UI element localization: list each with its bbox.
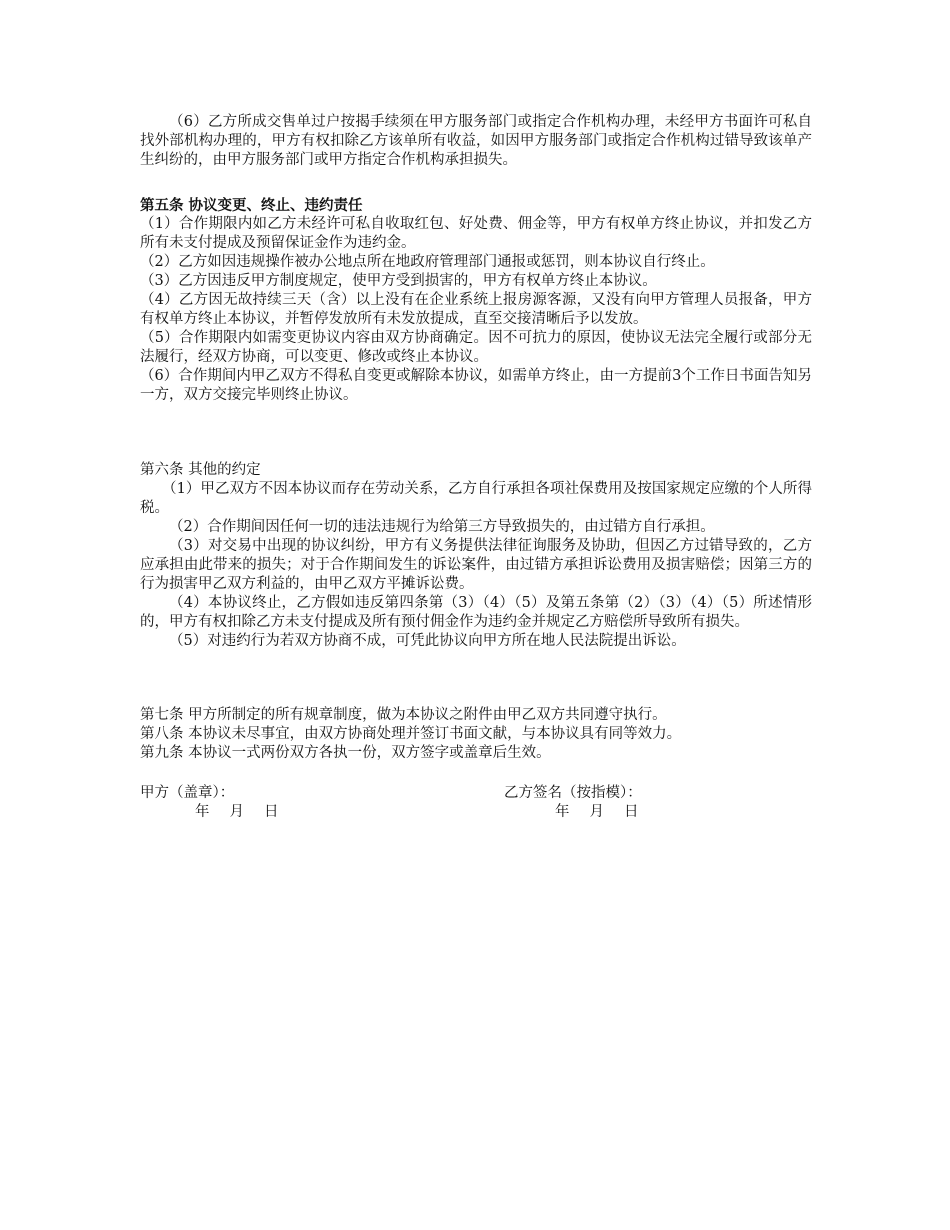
clause5-item-1: （1）合作期限内如乙方未经许可私自收取红包、好处费、佣金等，甲方有权单方终止协议，并扣发乙方所有未支付提成及预留保证金作为违约金。 (140, 216, 812, 251)
party-b-day: 日 (624, 804, 639, 820)
party-a-day: 日 (264, 804, 279, 820)
clause4-item-6: （6）乙方所成交售单过户按揭手续须在甲方服务部门或指定合作机构办理，未经甲方书面许可私自找外部机构办理的，甲方有权扣除乙方该单所有收益，如因甲方服务部门或指定合作机构过错导致该单产生纠纷的，由甲方服务部门或甲方指定合作机构承担损失。 (140, 114, 812, 168)
clause4-section (140, 113, 812, 170)
clause6-item-5: （5）对违约行为若双方协商不成，可凭此协议向甲方所在地人民法院提出诉讼。 (169, 633, 686, 649)
party-b-month: 月 (589, 804, 604, 820)
party-a-seal-label: 甲方（盖章）： (140, 785, 235, 801)
clause6-item-2: （2）合作期间因任何一切的违法违规行为给第三方导致损失的，由过错方自行承担。 (169, 519, 715, 535)
signature-area (140, 784, 812, 824)
party-a-month: 月 (229, 804, 244, 820)
clause7: 第七条 甲方所制定的所有规章制度，做为本协议之附件由甲乙双方共同遵守执行。 (140, 707, 667, 723)
clause8: 第八条 本协议未尽事宜，由双方协商处理并签订书面文献，与本协议具有同等效力。 (140, 726, 682, 742)
clause5-item-5: （5）合作期限内如需变更协议内容由双方协商确定。因不可抗力的原因，使协议无法完全履行或部分无法履行，经双方协商，可以变更、修改或终止本协议。 (140, 330, 812, 365)
clause5-item-4: （4）乙方因无故持续三天（含）以上没有在企业系统上报房源客源，又没有向甲方管理人员报备，甲方有权单方终止本协议，并暂停发放所有未发放提成，直至交接清晰后予以发放。 (140, 292, 812, 327)
clause6-item-1: （1）甲乙双方不因本协议而存在劳动关系，乙方自行承担各项社保费用及按国家规定应缴的个人所得税。 (140, 481, 812, 516)
clause9: 第九条 本协议一式两份双方各执一份，双方签字或盖章后生效。 (140, 745, 551, 761)
clause5-section (140, 196, 812, 405)
clause6-item-3: （3）对交易中出现的协议纠纷，甲方有义务提供法律征询服务及协助，但因乙方过错导致的，乙方应承担由此带来的损失；对于合作期间发生的诉讼案件，由过错方承担诉讼费用及损害赔偿；因第三方的行为损害甲乙双方利益的，由甲乙双方平摊诉讼费。 (140, 538, 812, 592)
clause5-item-3: （3）乙方因违反甲方制度规定，使甲方受到损害的，甲方有权单方终止本协议。 (140, 273, 657, 289)
clause5-item-2: （2）乙方如因违规操作被办公地点所在地政府管理部门通报或惩罚，则本协议自行终止。 (140, 254, 715, 270)
clause6-title: 第六条 其他的约定 (140, 462, 261, 478)
closing-clauses (140, 706, 812, 763)
party-a-date (195, 803, 299, 822)
clause6-section (140, 461, 812, 651)
party-b-year: 年 (555, 804, 570, 820)
clause5-item-6: （6）合作期间内甲乙双方不得私自变更或解除本协议，如需单方终止，由一方提前3个工作日书面告知另一方，双方交接完毕则终止协议。 (140, 368, 812, 403)
party-b-sign-label: 乙方签名（按指模）： (504, 785, 642, 801)
clause6-item-4: （4）本协议终止，乙方假如违反第四条第（3）（4）（5）及第五条第（2）（3）（4）（5）所述情形的，甲方有权扣除乙方未支付提成及所有预付佣金作为违约金并规定乙方赔偿所导致所有损失。 (140, 595, 812, 630)
party-b-date (555, 803, 659, 822)
party-a-year: 年 (195, 804, 210, 820)
clause5-title: 第五条 协议变更、终止、违约责任 (140, 197, 363, 214)
